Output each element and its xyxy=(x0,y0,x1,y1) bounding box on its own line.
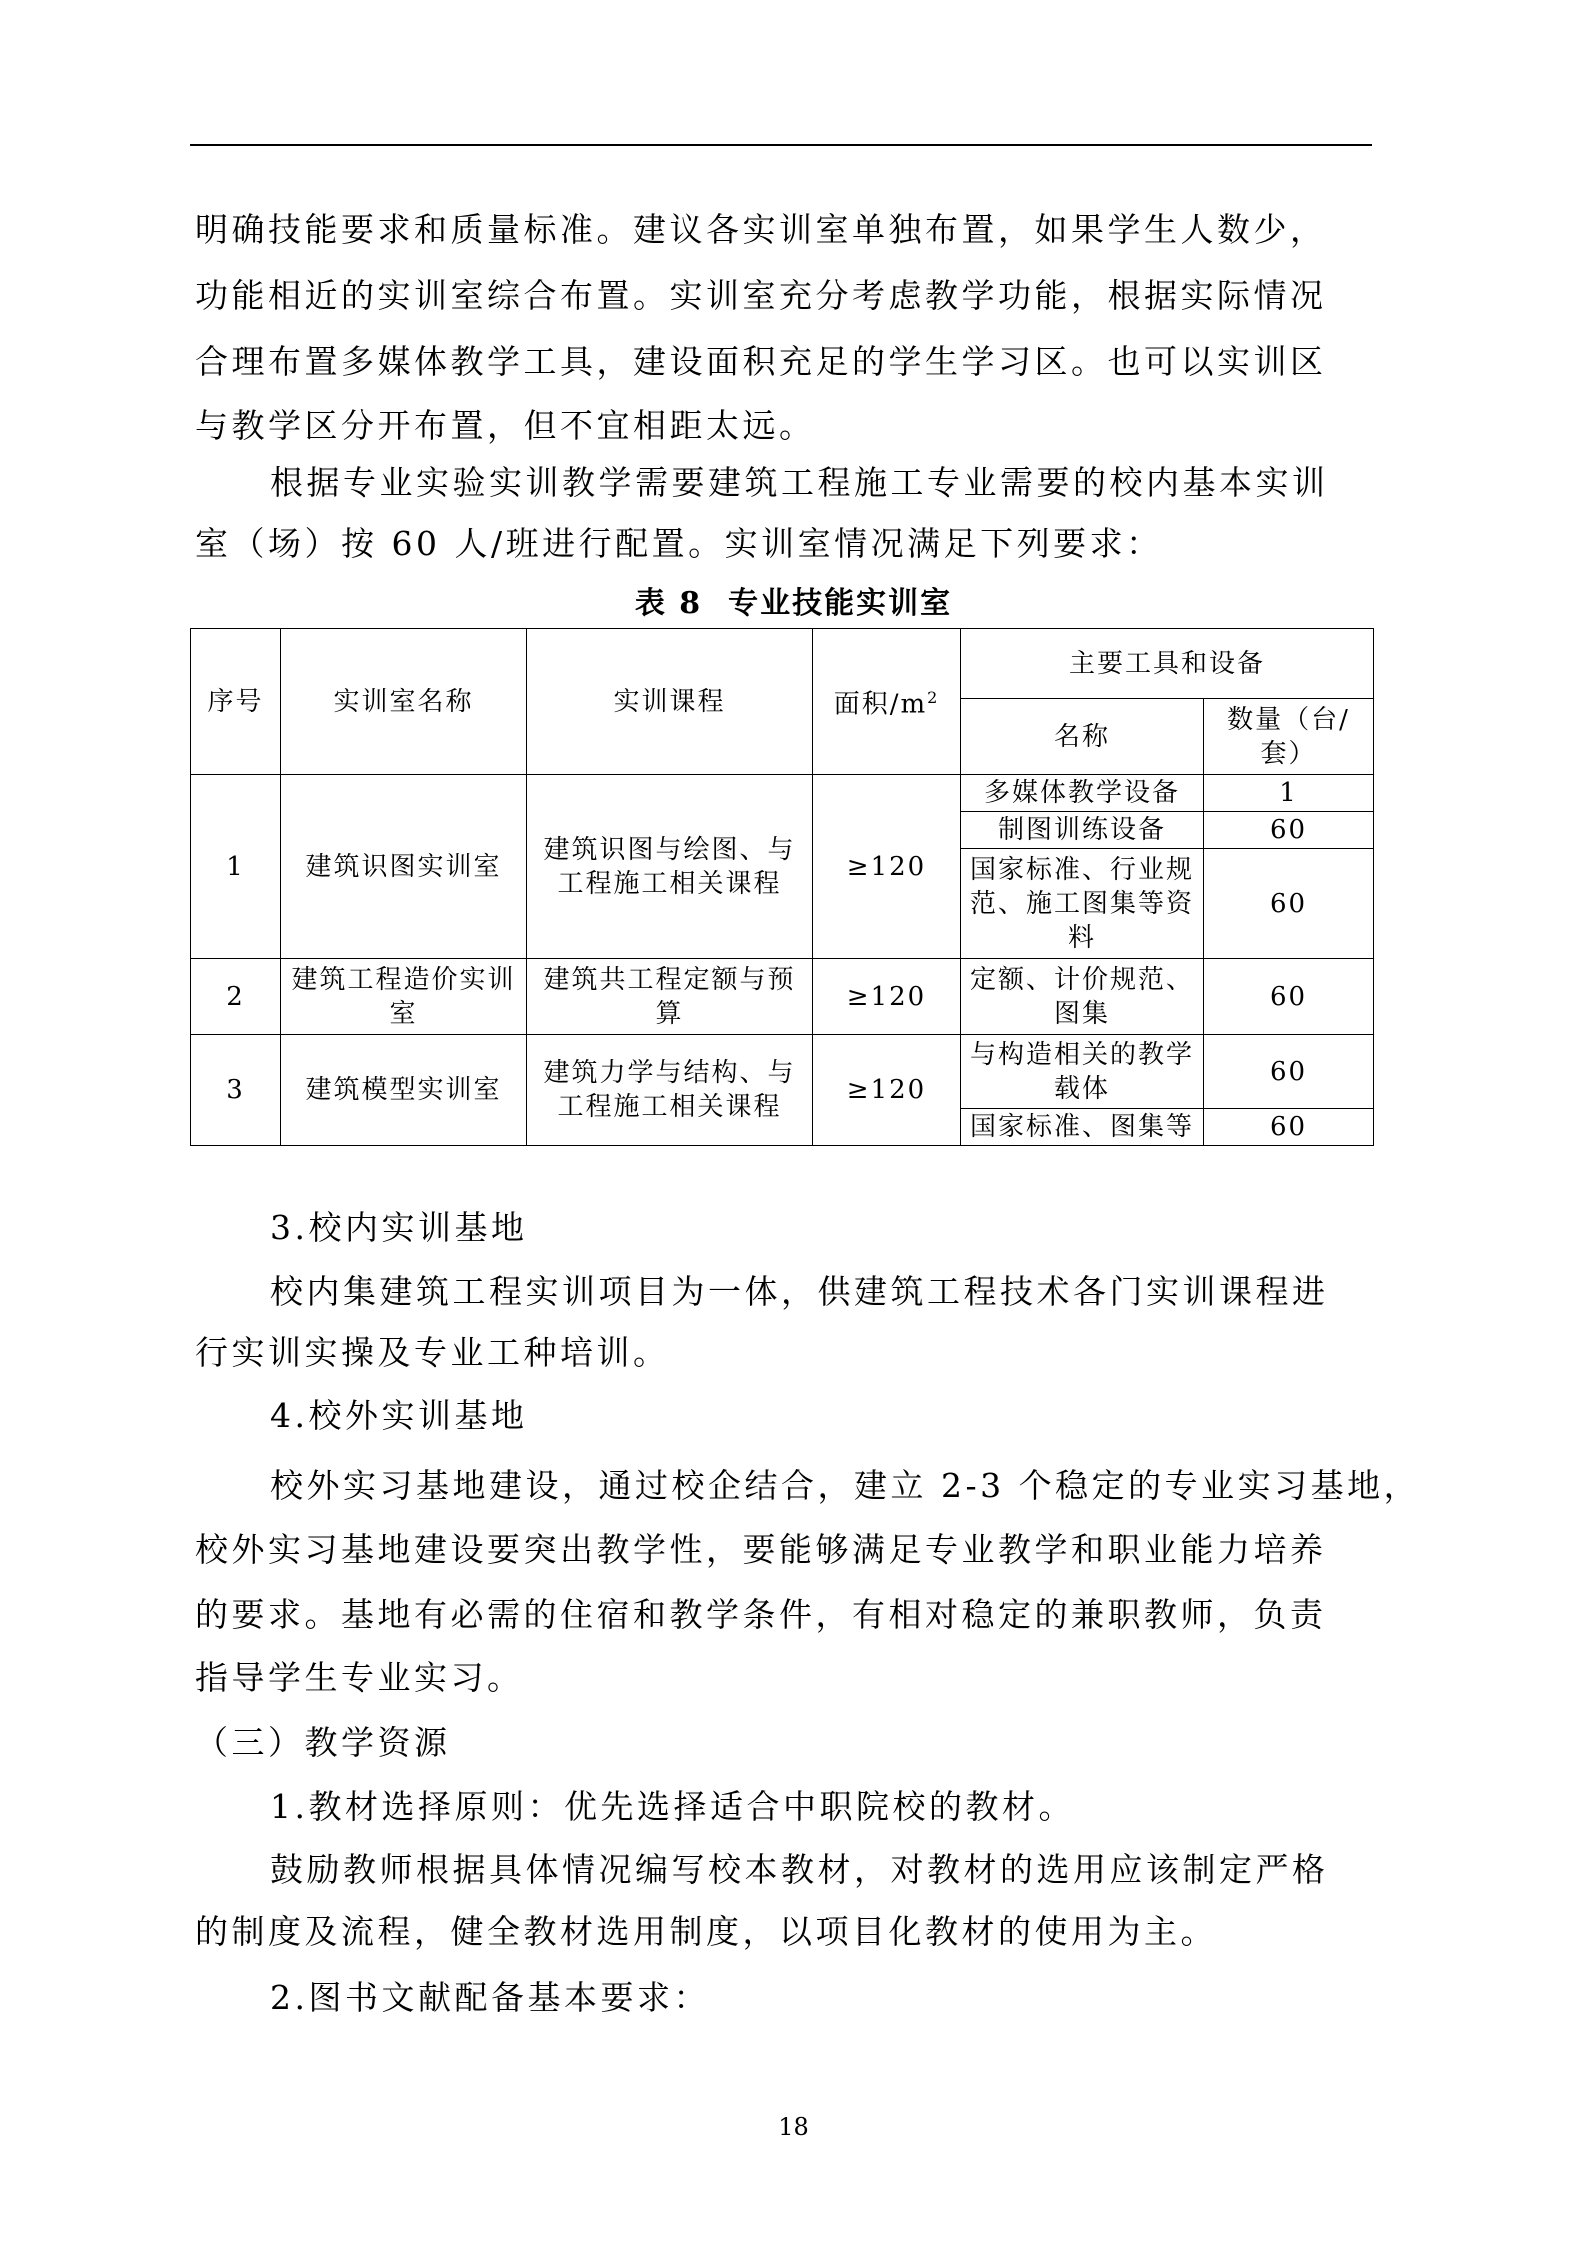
paragraph-line: 行实训实操及专业工种培训。 xyxy=(195,1333,670,1372)
cell-eq-name: 制图训练设备 xyxy=(961,812,1204,849)
paragraph-line: 的要求。基地有必需的住宿和教学条件，有相对稳定的兼职教师，负责 xyxy=(195,1595,1327,1634)
cell-eq-name: 多媒体教学设备 xyxy=(961,775,1204,812)
cell-seq: 3 xyxy=(191,1035,281,1146)
section-heading: 3.校内实训基地 xyxy=(270,1208,528,1247)
cell-area: ≥120 xyxy=(813,775,961,959)
cell-eq-name: 定额、计价规范、图集 xyxy=(961,959,1204,1035)
page-number: 18 xyxy=(778,2113,809,2141)
header-rule xyxy=(190,144,1372,146)
header-eq-qty: 数量（台/套） xyxy=(1204,699,1374,775)
paragraph-line: 鼓励教师根据具体情况编写校本教材，对教材的选用应该制定严格 xyxy=(270,1850,1329,1889)
cell-eq-qty: 60 xyxy=(1204,1035,1374,1109)
header-room: 实训室名称 xyxy=(281,629,527,775)
paragraph-line: 校内集建筑工程实训项目为一体，供建筑工程技术各门实训课程进 xyxy=(270,1272,1329,1311)
table-row xyxy=(191,775,1374,812)
cell-eq-qty: 60 xyxy=(1204,849,1374,959)
cell-room: 建筑工程造价实训室 xyxy=(281,959,527,1035)
cell-area: ≥120 xyxy=(813,1035,961,1146)
section-heading: （三）教学资源 xyxy=(195,1723,451,1762)
paragraph-line: 室（场）按 60 人/班进行配置。实训室情况满足下列要求： xyxy=(195,524,1163,563)
table-caption-number: 表 8 xyxy=(634,586,703,621)
paragraph-line: 1.教材选择原则：优先选择适合中职院校的教材。 xyxy=(270,1787,1075,1826)
table-row xyxy=(191,1035,1374,1109)
cell-eq-qty: 60 xyxy=(1204,812,1374,849)
table-caption-title: 专业技能实训室 xyxy=(728,586,953,621)
cell-room: 建筑模型实训室 xyxy=(281,1035,527,1146)
header-eq-name: 名称 xyxy=(961,699,1204,775)
cell-eq-qty: 60 xyxy=(1204,1109,1374,1146)
cell-eq-name: 国家标准、图集等 xyxy=(961,1109,1204,1146)
header-area-sup: 2 xyxy=(927,688,940,708)
cell-seq: 2 xyxy=(191,959,281,1035)
training-rooms-table xyxy=(190,628,1374,1146)
header-area-label: 面积/m xyxy=(833,689,928,720)
header-area xyxy=(813,629,961,775)
paragraph-line: 校外实习基地建设要突出教学性，要能够满足专业教学和职业能力培养 xyxy=(195,1530,1327,1569)
table-caption xyxy=(0,586,1587,622)
cell-course: 建筑识图与绘图、与工程施工相关课程 xyxy=(527,775,813,959)
table-row xyxy=(191,959,1374,1035)
paragraph-line: 校外实习基地建设，通过校企结合，建立 2-3 个稳定的专业实习基地， xyxy=(270,1466,1421,1505)
cell-seq: 1 xyxy=(191,775,281,959)
paragraph-line: 根据专业实验实训教学需要建筑工程施工专业需要的校内基本实训 xyxy=(270,463,1329,502)
cell-area: ≥120 xyxy=(813,959,961,1035)
paragraph-line: 合理布置多媒体教学工具，建设面积充足的学生学习区。也可以实训区 xyxy=(195,342,1327,381)
cell-course: 建筑共工程定额与预算 xyxy=(527,959,813,1035)
paragraph-line: 的制度及流程，健全教材选用制度，以项目化教材的使用为主。 xyxy=(195,1912,1217,1951)
paragraph-line: 与教学区分开布置，但不宜相距太远。 xyxy=(195,406,816,445)
cell-eq-name: 与构造相关的教学载体 xyxy=(961,1035,1204,1109)
cell-eq-qty: 60 xyxy=(1204,959,1374,1035)
cell-room: 建筑识图实训室 xyxy=(281,775,527,959)
paragraph-line: 功能相近的实训室综合布置。实训室充分考虑教学功能，根据实际情况 xyxy=(195,276,1327,315)
section-heading: 4.校外实训基地 xyxy=(270,1396,528,1435)
header-seq: 序号 xyxy=(191,629,281,775)
header-equipment-group: 主要工具和设备 xyxy=(961,629,1374,699)
table-header-row xyxy=(191,629,1374,699)
cell-course: 建筑力学与结构、与工程施工相关课程 xyxy=(527,1035,813,1146)
paragraph-line: 明确技能要求和质量标准。建议各实训室单独布置，如果学生人数少， xyxy=(195,210,1327,249)
cell-eq-qty: 1 xyxy=(1204,775,1374,812)
paragraph-line: 指导学生专业实习。 xyxy=(195,1658,524,1697)
paragraph-line: 2.图书文献配备基本要求： xyxy=(270,1978,710,2017)
cell-eq-name: 国家标准、行业规范、施工图集等资料 xyxy=(961,849,1204,959)
header-course: 实训课程 xyxy=(527,629,813,775)
